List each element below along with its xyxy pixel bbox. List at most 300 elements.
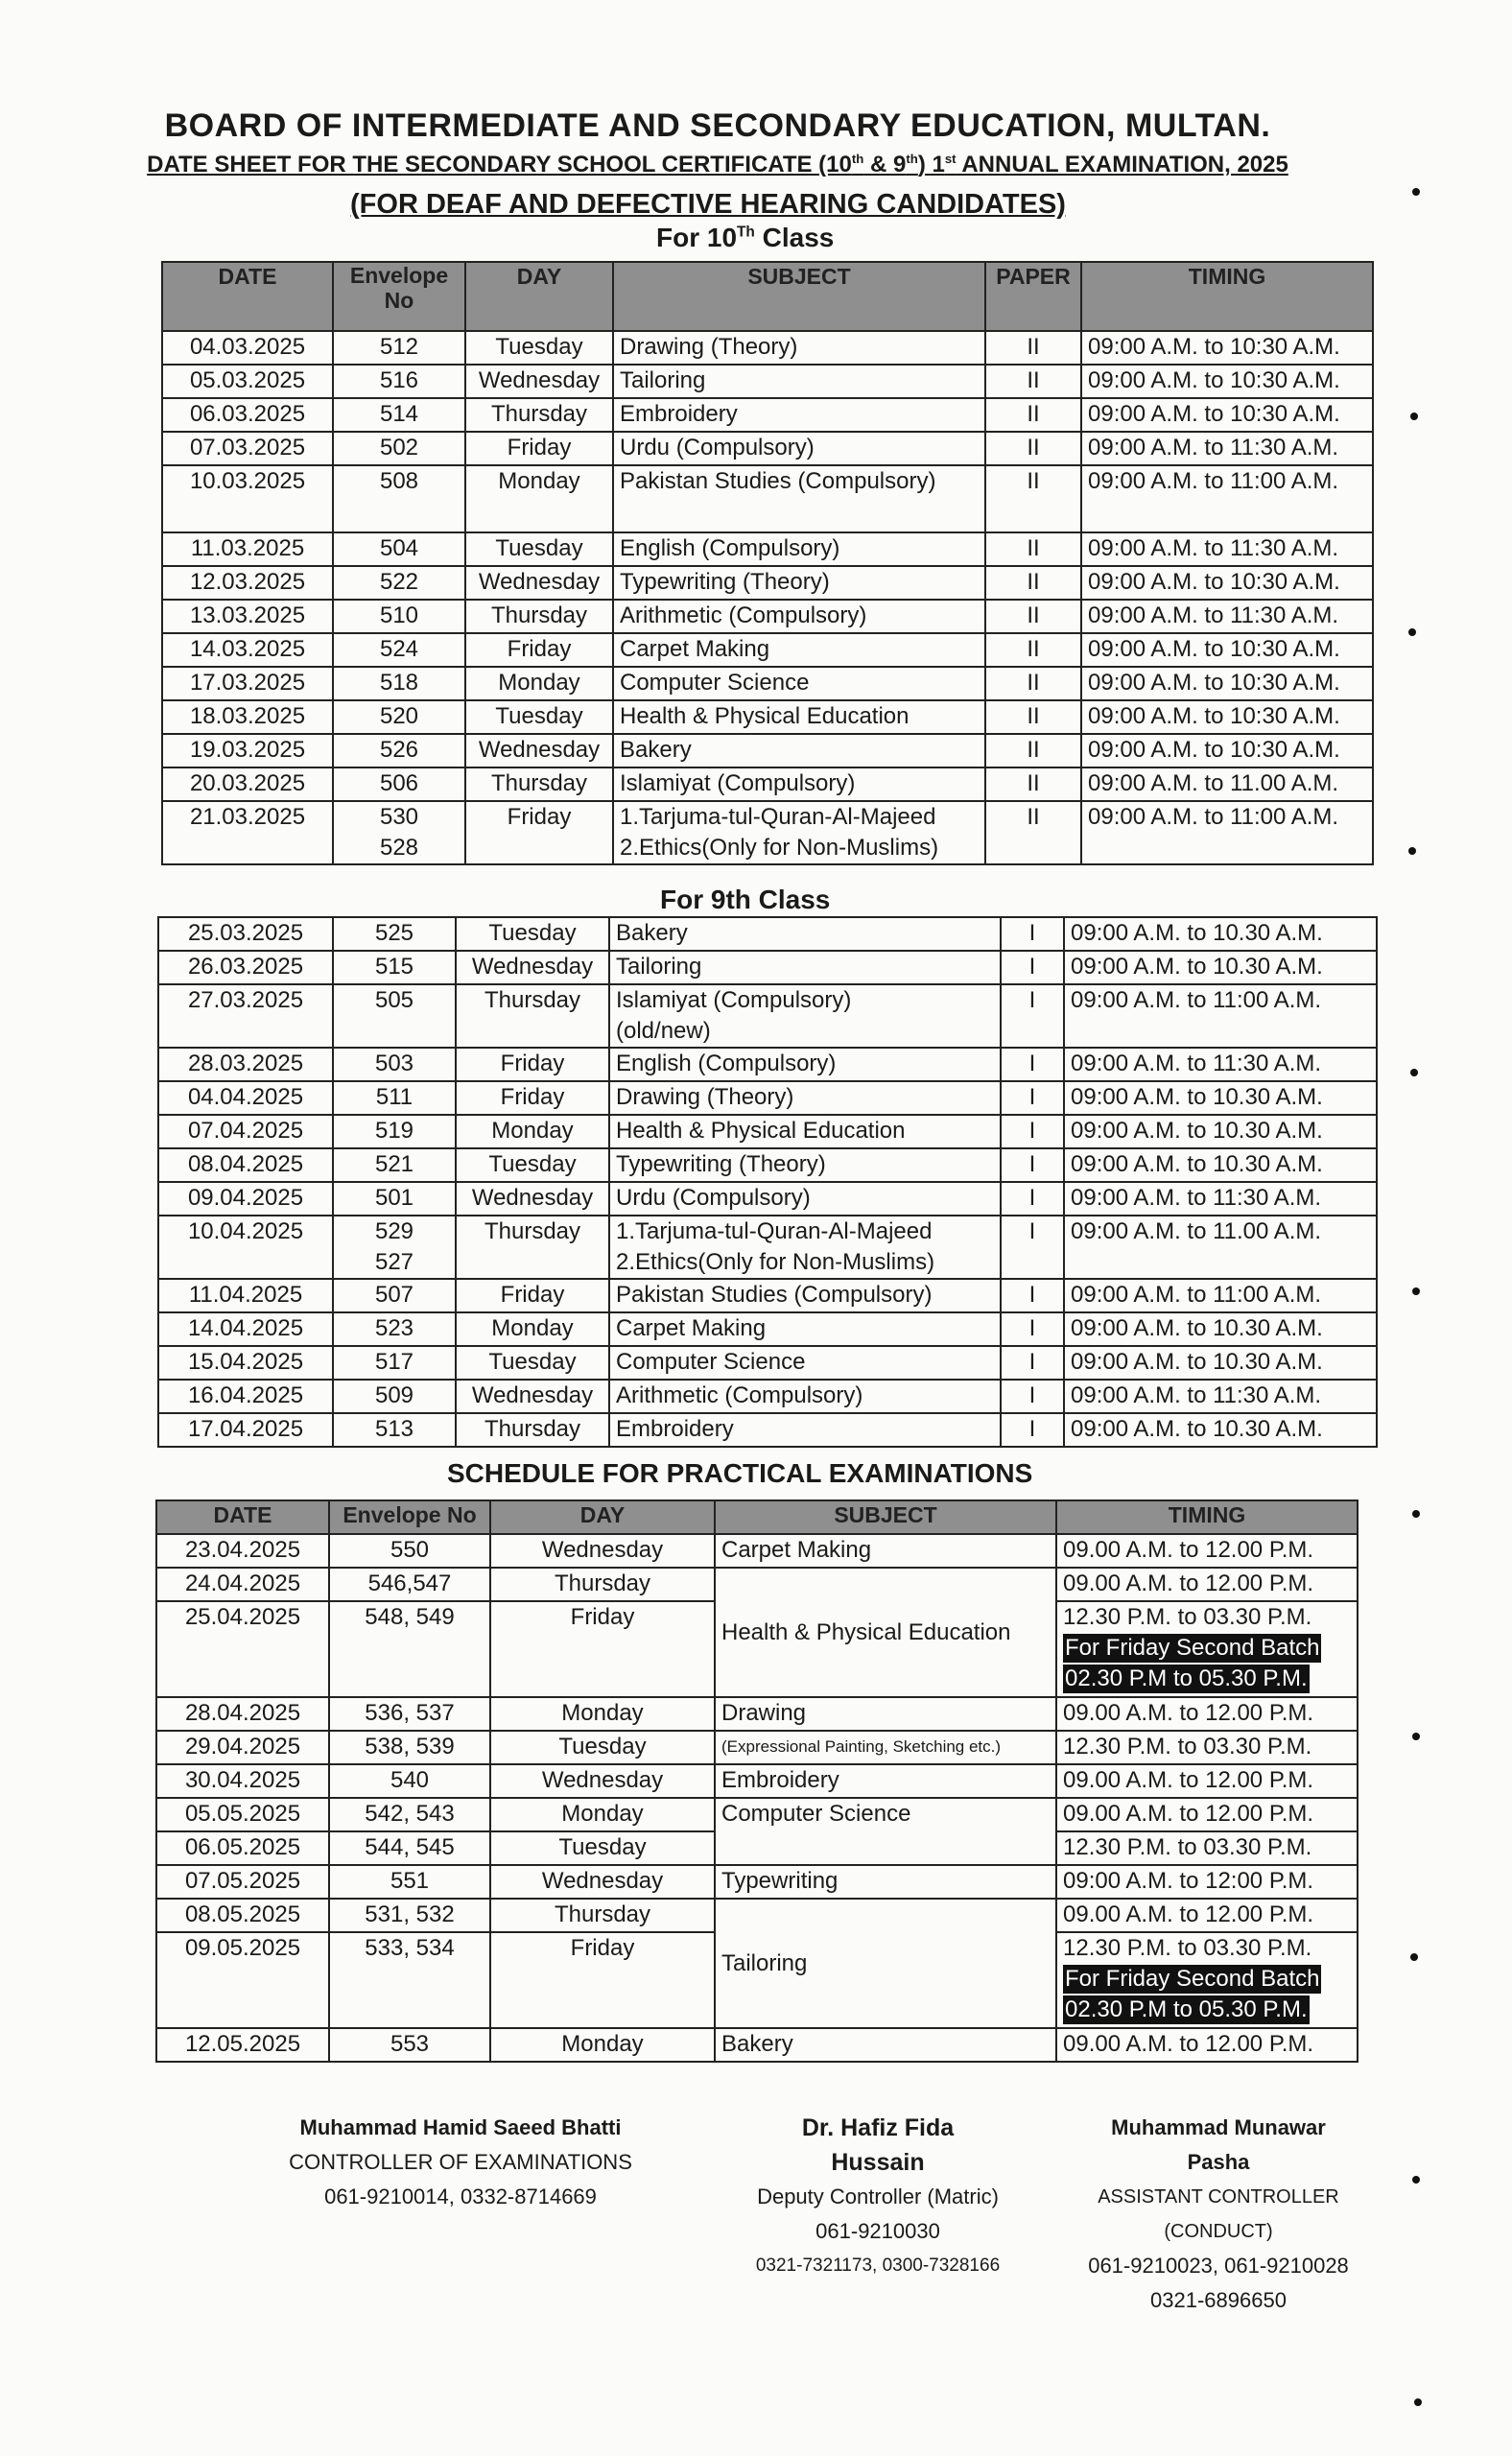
- table-row: [156, 1534, 1358, 1568]
- day-cell: Thursday: [490, 1899, 715, 1932]
- signatory-phone: 061-9210030: [815, 2219, 940, 2243]
- signatory-name: Dr. Hafiz Fida: [801, 2114, 955, 2141]
- envelope-cell: 550: [329, 1534, 490, 1568]
- signatory-name: Pasha: [1187, 2150, 1250, 2174]
- paper-cell: I: [1001, 1380, 1064, 1413]
- signatory-phone: 061-9210023, 061-9210028: [1088, 2254, 1349, 2278]
- day-cell: Friday: [465, 633, 613, 667]
- table-row: [156, 2028, 1358, 2062]
- envelope-cell: 501: [333, 1182, 456, 1216]
- timing-cell: 09:00 A.M. to 10:30 A.M.: [1081, 734, 1373, 768]
- table-row: [162, 734, 1373, 768]
- timing-text: 12.30 P.M. to 03.30 P.M.: [1063, 1604, 1312, 1630]
- date-cell: 25.04.2025: [156, 1601, 329, 1697]
- pcol-day: DAY: [490, 1500, 715, 1534]
- margin-dot: [1412, 2176, 1420, 2184]
- subject-cell: Drawing (Theory): [613, 331, 985, 365]
- timing-cell: 12.30 P.M. to 03.30 P.M.: [1056, 1731, 1358, 1764]
- margin-dot: [1412, 188, 1420, 196]
- paper-cell: I: [1001, 1048, 1064, 1081]
- day-cell: Wednesday: [490, 1865, 715, 1899]
- timing-cell: 09.00 A.M. to 12.00 P.M.: [1056, 1899, 1358, 1932]
- envelope-cell: 514: [333, 398, 465, 432]
- margin-dot: [1412, 1510, 1420, 1518]
- envelope-cell: 506: [333, 768, 465, 801]
- subject-cell: Health & Physical Education: [609, 1115, 1001, 1148]
- paper-cell: I: [1001, 1312, 1064, 1346]
- subject-cell: Arithmetic (Compulsory): [609, 1380, 1001, 1413]
- day-cell: Tuesday: [456, 1346, 609, 1380]
- subject-cell: Tailoring: [613, 365, 985, 398]
- paper-cell: I: [1001, 1081, 1064, 1115]
- subject-cell: Islamiyat (Compulsory) (old/new): [609, 984, 1001, 1048]
- date-cell: 10.04.2025: [158, 1216, 333, 1279]
- datesheet-subtitle: DATE SHEET FOR THE SECONDARY SCHOOL CERTIFICATE (10th & 9th) 1st ANNUAL EXAMINATION, 2025: [147, 152, 1288, 177]
- subject-cell: Health & Physical Education: [613, 700, 985, 734]
- date-cell: 04.04.2025: [158, 1081, 333, 1115]
- envelope-cell: 529 527: [333, 1216, 456, 1279]
- timing-cell: 09:00 A.M. to 10:30 A.M.: [1081, 365, 1373, 398]
- day-cell: Monday: [456, 1115, 609, 1148]
- timing-cell: 09:00 A.M. to 11.00 A.M.: [1081, 768, 1373, 801]
- timing-cell: 09:00 A.M. to 11:30 A.M.: [1081, 532, 1373, 566]
- margin-dot: [1412, 1733, 1420, 1740]
- envelope-cell: 540: [329, 1764, 490, 1798]
- subject-cell: Urdu (Compulsory): [609, 1182, 1001, 1216]
- date-cell: 24.04.2025: [156, 1568, 329, 1601]
- envelope-cell: 507: [333, 1279, 456, 1312]
- envelope-cell: 508: [333, 465, 465, 532]
- day-cell: Friday: [490, 1601, 715, 1697]
- day-cell: Monday: [490, 2028, 715, 2062]
- envelope-cell: 551: [329, 1865, 490, 1899]
- signature-assistant: [1065, 2111, 1372, 2318]
- subject-cell: Embroidery: [715, 1764, 1056, 1798]
- envelope-cell: 518: [333, 667, 465, 700]
- envelope-cell: 515: [333, 951, 456, 984]
- subject-cell: Tailoring: [609, 951, 1001, 984]
- day-cell: Monday: [456, 1312, 609, 1346]
- envelope-cell: 538, 539: [329, 1731, 490, 1764]
- table-row: [162, 700, 1373, 734]
- timing-cell: 09:00 A.M. to 11:00 A.M.: [1064, 1279, 1377, 1312]
- class10-heading: For 10Th Class: [656, 223, 835, 252]
- signatory-phone: 061-9210014, 0332-8714669: [324, 2184, 597, 2208]
- table-row: [156, 1865, 1358, 1899]
- day-cell: Friday: [456, 1081, 609, 1115]
- board-title: BOARD OF INTERMEDIATE AND SECONDARY EDUCATION, MULTAN.: [164, 107, 1271, 144]
- paper-cell: II: [985, 566, 1081, 600]
- date-cell: 05.03.2025: [162, 365, 333, 398]
- signatory-title: (CONDUCT): [1164, 2221, 1273, 2242]
- signatory-title: CONTROLLER OF EXAMINATIONS: [289, 2150, 632, 2174]
- timing-cell: 09.00 A.M. to 12.00 P.M.: [1056, 1697, 1358, 1731]
- date-cell: 07.04.2025: [158, 1115, 333, 1148]
- table-row: [162, 600, 1373, 633]
- margin-dot: [1410, 1953, 1418, 1961]
- day-cell: Monday: [465, 465, 613, 532]
- timing-cell: 09:00 A.M. to 10.30 A.M.: [1064, 1413, 1377, 1447]
- timing-cell: 09:00 A.M. to 10:30 A.M.: [1081, 566, 1373, 600]
- pcol-date: DATE: [156, 1500, 329, 1534]
- col-paper: PAPER: [985, 262, 1081, 331]
- subject-cell: English (Compulsory): [613, 532, 985, 566]
- envelope-cell: 509: [333, 1380, 456, 1413]
- class10-table: [161, 261, 1374, 865]
- day-cell: Wednesday: [490, 1534, 715, 1568]
- subject-cell: Bakery: [609, 917, 1001, 951]
- paper-cell: I: [1001, 1346, 1064, 1380]
- signatory-name: Muhammad Hamid Saeed Bhatti: [299, 2115, 622, 2139]
- envelope-cell: 523: [333, 1312, 456, 1346]
- envelope-cell: 520: [333, 700, 465, 734]
- paper-cell: II: [985, 331, 1081, 365]
- date-cell: 06.03.2025: [162, 398, 333, 432]
- timing-cell: 12.30 P.M. to 03.30 P.M.: [1056, 1831, 1358, 1865]
- timing-cell: 09:00 A.M. to 11:30 A.M.: [1081, 600, 1373, 633]
- day-cell: Thursday: [456, 1216, 609, 1279]
- paper-cell: I: [1001, 1279, 1064, 1312]
- day-cell: Tuesday: [456, 917, 609, 951]
- paper-cell: II: [985, 633, 1081, 667]
- table-row: [156, 1764, 1358, 1798]
- day-cell: Wednesday: [456, 1182, 609, 1216]
- col-envelope: Envelope No: [333, 262, 465, 331]
- timing-cell: 09:00 A.M. to 11.00 A.M.: [1064, 1216, 1377, 1279]
- date-cell: 13.03.2025: [162, 600, 333, 633]
- date-cell: 11.03.2025: [162, 532, 333, 566]
- table-row: [158, 1048, 1377, 1081]
- margin-dot: [1412, 1287, 1420, 1295]
- subject-cell: Carpet Making: [609, 1312, 1001, 1346]
- envelope-cell: 517: [333, 1346, 456, 1380]
- date-cell: 10.03.2025: [162, 465, 333, 532]
- signature-controller: [230, 2111, 691, 2214]
- friday-batch-note: For Friday Second Batch: [1065, 1966, 1320, 1992]
- table-row: [158, 1081, 1377, 1115]
- subject-cell: Typewriting (Theory): [609, 1148, 1001, 1182]
- day-cell: Tuesday: [465, 532, 613, 566]
- day-cell: Tuesday: [465, 700, 613, 734]
- table-row: [158, 1346, 1377, 1380]
- date-cell: 09.04.2025: [158, 1182, 333, 1216]
- subject-cell: Computer Science: [609, 1346, 1001, 1380]
- day-cell: Thursday: [465, 600, 613, 633]
- paper-cell: II: [985, 532, 1081, 566]
- table-row: [156, 1731, 1358, 1764]
- day-cell: Wednesday: [490, 1764, 715, 1798]
- timing-cell: 09:00 A.M. to 10:30 A.M.: [1081, 700, 1373, 734]
- envelope-cell: 526: [333, 734, 465, 768]
- day-cell: Tuesday: [456, 1148, 609, 1182]
- practical-table: [155, 1500, 1358, 2063]
- table-row: [156, 1697, 1358, 1731]
- subject-cell: Drawing: [715, 1697, 1056, 1731]
- table-row: [158, 1312, 1377, 1346]
- class9-heading: For 9th Class: [660, 885, 831, 914]
- envelope-cell: 511: [333, 1081, 456, 1115]
- envelope-cell: 516: [333, 365, 465, 398]
- pcol-envelope: Envelope No: [329, 1500, 490, 1534]
- signatory-name: Hussain: [831, 2149, 925, 2176]
- subject-cell: Pakistan Studies (Compulsory): [613, 465, 985, 532]
- date-cell: 06.05.2025: [156, 1831, 329, 1865]
- timing-cell: 09:00 A.M. to 11:30 A.M.: [1064, 1380, 1377, 1413]
- margin-dot: [1414, 2398, 1422, 2406]
- envelope-cell: 521: [333, 1148, 456, 1182]
- day-cell: Wednesday: [465, 566, 613, 600]
- timing-cell: 09:00 A.M. to 12:00 P.M.: [1056, 1865, 1358, 1899]
- date-cell: 12.05.2025: [156, 2028, 329, 2062]
- paper-cell: II: [985, 768, 1081, 801]
- signatory-title: ASSISTANT CONTROLLER: [1098, 2186, 1339, 2208]
- day-cell: Thursday: [456, 984, 609, 1048]
- date-cell: 14.04.2025: [158, 1312, 333, 1346]
- subject-cell: English (Compulsory): [609, 1048, 1001, 1081]
- day-cell: Wednesday: [456, 951, 609, 984]
- subject-cell: Bakery: [613, 734, 985, 768]
- date-cell: 17.04.2025: [158, 1413, 333, 1447]
- day-cell: Tuesday: [465, 331, 613, 365]
- day-cell: Friday: [465, 432, 613, 465]
- timing-cell: 09:00 A.M. to 10.30 A.M.: [1064, 951, 1377, 984]
- table-row: [158, 1182, 1377, 1216]
- timing-cell: 09:00 A.M. to 11:00 A.M.: [1064, 984, 1377, 1048]
- paper-cell: II: [985, 801, 1081, 864]
- table-row: [156, 1568, 1358, 1601]
- table-row: [162, 667, 1373, 700]
- col-date: DATE: [162, 262, 333, 331]
- table-row: [158, 984, 1377, 1048]
- date-cell: 28.03.2025: [158, 1048, 333, 1081]
- day-cell: Thursday: [465, 398, 613, 432]
- timing-cell: 09.00 A.M. to 12.00 P.M.: [1056, 1798, 1358, 1831]
- date-cell: 04.03.2025: [162, 331, 333, 365]
- table-row: [156, 1899, 1358, 1932]
- envelope-cell: 510: [333, 600, 465, 633]
- envelope-cell: 502: [333, 432, 465, 465]
- subject-cell: Urdu (Compulsory): [613, 432, 985, 465]
- date-cell: 12.03.2025: [162, 566, 333, 600]
- table-row: [158, 917, 1377, 951]
- envelope-cell: 525: [333, 917, 456, 951]
- friday-batch-time: 02.30 P.M to 05.30 P.M.: [1065, 1996, 1308, 2022]
- envelope-cell: 536, 537: [329, 1697, 490, 1731]
- day-cell: Monday: [490, 1697, 715, 1731]
- subject-cell: Pakistan Studies (Compulsory): [609, 1279, 1001, 1312]
- subject-cell: (Expressional Painting, Sketching etc.): [715, 1731, 1056, 1764]
- date-cell: 07.03.2025: [162, 432, 333, 465]
- table-row: [158, 1380, 1377, 1413]
- date-cell: 20.03.2025: [162, 768, 333, 801]
- day-cell: Wednesday: [465, 365, 613, 398]
- table-row: [162, 331, 1373, 365]
- subject-cell: Computer Science: [715, 1798, 1056, 1865]
- table-row: [162, 465, 1373, 532]
- day-cell: Thursday: [456, 1413, 609, 1447]
- date-cell: 19.03.2025: [162, 734, 333, 768]
- signatory-phone: 0321-6896650: [1150, 2288, 1287, 2312]
- paper-cell: I: [1001, 1182, 1064, 1216]
- envelope-cell: 530 528: [333, 801, 465, 864]
- timing-cell: [1056, 1932, 1358, 2028]
- subject-cell: Health & Physical Education: [715, 1568, 1056, 1697]
- subject-cell: Arithmetic (Compulsory): [613, 600, 985, 633]
- day-cell: Friday: [490, 1932, 715, 2028]
- paper-cell: II: [985, 700, 1081, 734]
- margin-dot: [1408, 847, 1416, 855]
- subject-cell: Embroidery: [613, 398, 985, 432]
- envelope-cell: 505: [333, 984, 456, 1048]
- friday-batch-note: For Friday Second Batch: [1065, 1635, 1320, 1661]
- date-cell: 07.05.2025: [156, 1865, 329, 1899]
- date-cell: 30.04.2025: [156, 1764, 329, 1798]
- timing-cell: 09:00 A.M. to 10.30 A.M.: [1064, 1312, 1377, 1346]
- table-row: [162, 566, 1373, 600]
- timing-cell: 09:00 A.M. to 11:30 A.M.: [1081, 432, 1373, 465]
- subject-cell: Drawing (Theory): [609, 1081, 1001, 1115]
- timing-cell: 09:00 A.M. to 10:30 A.M.: [1081, 331, 1373, 365]
- margin-dot: [1408, 628, 1416, 636]
- table-row: [156, 1798, 1358, 1831]
- table-row: [162, 801, 1373, 864]
- day-cell: Monday: [490, 1798, 715, 1831]
- subject-cell: Islamiyat (Compulsory): [613, 768, 985, 801]
- envelope-cell: 504: [333, 532, 465, 566]
- timing-cell: 09:00 A.M. to 11:30 A.M.: [1064, 1182, 1377, 1216]
- date-cell: 18.03.2025: [162, 700, 333, 734]
- class9-table: [157, 916, 1378, 1448]
- paper-cell: II: [985, 667, 1081, 700]
- subject-cell: 1.Tarjuma-tul-Quran-Al-Majeed 2.Ethics(Only for Non-Muslims): [609, 1216, 1001, 1279]
- day-cell: Friday: [456, 1048, 609, 1081]
- envelope-cell: 503: [333, 1048, 456, 1081]
- practical-heading: SCHEDULE FOR PRACTICAL EXAMINATIONS: [447, 1458, 1033, 1488]
- envelope-cell: 513: [333, 1413, 456, 1447]
- paper-cell: I: [1001, 1115, 1064, 1148]
- date-cell: 14.03.2025: [162, 633, 333, 667]
- envelope-cell: 553: [329, 2028, 490, 2062]
- day-cell: Wednesday: [456, 1380, 609, 1413]
- date-cell: 25.03.2025: [158, 917, 333, 951]
- timing-cell: 09:00 A.M. to 10.30 A.M.: [1064, 917, 1377, 951]
- subject-cell: Typewriting (Theory): [613, 566, 985, 600]
- date-cell: 28.04.2025: [156, 1697, 329, 1731]
- envelope-cell: 531, 532: [329, 1899, 490, 1932]
- paper-cell: II: [985, 600, 1081, 633]
- timing-cell: 09:00 A.M. to 10.30 A.M.: [1064, 1115, 1377, 1148]
- day-cell: Tuesday: [490, 1731, 715, 1764]
- subject-cell: Carpet Making: [613, 633, 985, 667]
- candidates-subtitle: (FOR DEAF AND DEFECTIVE HEARING CANDIDATES): [350, 189, 1066, 220]
- subject-cell: 1.Tarjuma-tul-Quran-Al-Majeed 2.Ethics(Only for Non-Muslims): [613, 801, 985, 864]
- day-cell: Tuesday: [490, 1831, 715, 1865]
- date-cell: 08.04.2025: [158, 1148, 333, 1182]
- day-cell: Monday: [465, 667, 613, 700]
- date-cell: 27.03.2025: [158, 984, 333, 1048]
- table-row: [158, 1216, 1377, 1279]
- table-row: [158, 1413, 1377, 1447]
- paper-cell: I: [1001, 984, 1064, 1048]
- table-row: [162, 398, 1373, 432]
- date-cell: 15.04.2025: [158, 1346, 333, 1380]
- signatory-name: Muhammad Munawar: [1111, 2115, 1326, 2139]
- table-row: [158, 951, 1377, 984]
- paper-cell: I: [1001, 1148, 1064, 1182]
- timing-text: 12.30 P.M. to 03.30 P.M.: [1063, 1935, 1312, 1961]
- day-cell: Friday: [456, 1279, 609, 1312]
- envelope-cell: 533, 534: [329, 1932, 490, 2028]
- date-cell: 09.05.2025: [156, 1932, 329, 2028]
- col-day: DAY: [465, 262, 613, 331]
- envelope-cell: 546,547: [329, 1568, 490, 1601]
- timing-cell: 09:00 A.M. to 11:00 A.M.: [1081, 465, 1373, 532]
- paper-cell: II: [985, 734, 1081, 768]
- timing-cell: 09.00 A.M. to 12.00 P.M.: [1056, 2028, 1358, 2062]
- margin-dot: [1410, 413, 1418, 420]
- envelope-cell: 548, 549: [329, 1601, 490, 1697]
- signature-deputy: [710, 2111, 1046, 2283]
- date-cell: 17.03.2025: [162, 667, 333, 700]
- signatory-phone: 0321-7321173, 0300-7328166: [755, 2255, 1001, 2276]
- date-cell: 05.05.2025: [156, 1798, 329, 1831]
- envelope-cell: 542, 543: [329, 1798, 490, 1831]
- subject-cell: Carpet Making: [715, 1534, 1056, 1568]
- col-timing: TIMING: [1081, 262, 1373, 331]
- timing-cell: 09:00 A.M. to 11:00 A.M.: [1081, 801, 1373, 864]
- paper-cell: II: [985, 465, 1081, 532]
- signatory-title: Deputy Controller (Matric): [757, 2184, 999, 2208]
- paper-cell: I: [1001, 951, 1064, 984]
- table-row: [158, 1148, 1377, 1182]
- date-cell: 21.03.2025: [162, 801, 333, 864]
- table-row: [158, 1279, 1377, 1312]
- subject-cell: Bakery: [715, 2028, 1056, 2062]
- envelope-cell: 522: [333, 566, 465, 600]
- timing-cell: 09.00 A.M. to 12.00 P.M.: [1056, 1568, 1358, 1601]
- table-row: [162, 365, 1373, 398]
- paper-cell: I: [1001, 917, 1064, 951]
- timing-cell: 09:00 A.M. to 10.30 A.M.: [1064, 1148, 1377, 1182]
- timing-cell: 09:00 A.M. to 10:30 A.M.: [1081, 633, 1373, 667]
- envelope-cell: 519: [333, 1115, 456, 1148]
- table-row: [162, 633, 1373, 667]
- table-row: [162, 768, 1373, 801]
- date-cell: 23.04.2025: [156, 1534, 329, 1568]
- envelope-cell: 512: [333, 331, 465, 365]
- day-cell: Friday: [465, 801, 613, 864]
- table-row: [162, 432, 1373, 465]
- timing-cell: 09.00 A.M. to 12.00 P.M.: [1056, 1764, 1358, 1798]
- margin-dot: [1410, 1069, 1418, 1076]
- timing-cell: [1056, 1601, 1358, 1697]
- timing-cell: 09:00 A.M. to 10.30 A.M.: [1064, 1081, 1377, 1115]
- date-cell: 29.04.2025: [156, 1731, 329, 1764]
- subject-cell: Tailoring: [715, 1899, 1056, 2028]
- table-row: [158, 1115, 1377, 1148]
- date-cell: 08.05.2025: [156, 1899, 329, 1932]
- timing-cell: 09:00 A.M. to 10:30 A.M.: [1081, 398, 1373, 432]
- timing-cell: 09:00 A.M. to 10.30 A.M.: [1064, 1346, 1377, 1380]
- paper-cell: I: [1001, 1216, 1064, 1279]
- table-row: [162, 532, 1373, 566]
- paper-cell: II: [985, 398, 1081, 432]
- subject-cell: Typewriting: [715, 1865, 1056, 1899]
- friday-batch-time: 02.30 P.M to 05.30 P.M.: [1065, 1665, 1308, 1691]
- date-cell: 16.04.2025: [158, 1380, 333, 1413]
- envelope-cell: 544, 545: [329, 1831, 490, 1865]
- timing-cell: 09:00 A.M. to 10:30 A.M.: [1081, 667, 1373, 700]
